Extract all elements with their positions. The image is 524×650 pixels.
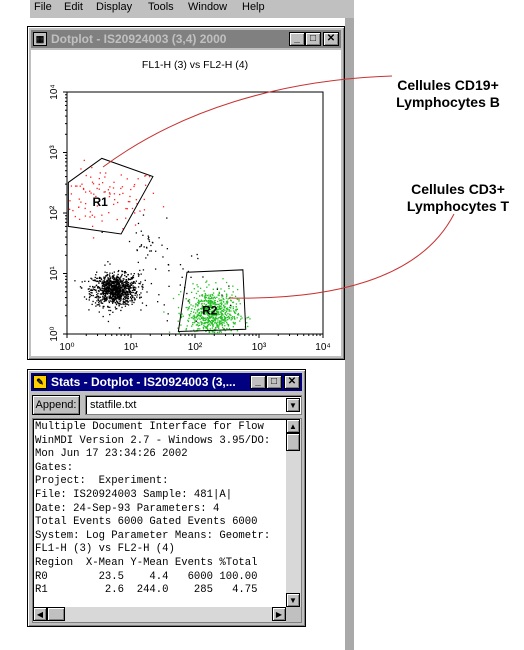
y-tick-label: 10³	[49, 145, 60, 160]
minimize-icon[interactable]: _	[289, 32, 305, 46]
stats-line: Total Events 6000 Gated Events 6000	[35, 516, 258, 529]
stats-line: System: Log Parameter Means: Geometr:	[35, 529, 271, 542]
stats-line: R0 23.5 4.4 6000 100.00	[35, 570, 258, 583]
x-tick-label: 10⁴	[315, 342, 331, 353]
pointer-line-b-cells	[103, 76, 392, 167]
close-icon[interactable]: ✕	[323, 32, 339, 46]
annotation-t-line1: Cellules CD3+	[411, 181, 505, 197]
annotation-b-line1: Cellules CD19+	[397, 77, 499, 93]
stats-maximize-icon[interactable]: □	[266, 375, 282, 389]
scroll-up-icon[interactable]: ▲	[286, 419, 300, 433]
stats-text-lines	[35, 421, 285, 598]
dotplot-app-icon[interactable]: ▦	[33, 32, 47, 46]
annotation-b-line2: Lymphocytes B	[396, 94, 500, 110]
pointer-line-t-cells	[229, 214, 454, 298]
stats-line: Multiple Document Interface for Flow	[35, 421, 264, 433]
statfile-value: statfile.txt	[90, 399, 137, 411]
chart-title: FL1-H (3) vs FL2-H (4)	[141, 59, 249, 71]
stats-window	[27, 369, 306, 627]
menu-window[interactable]: Window	[188, 1, 228, 13]
chevron-down-icon[interactable]: ▼	[286, 398, 300, 412]
x-tick-label: 10⁰	[59, 342, 75, 353]
scroll-right-icon[interactable]: ▶	[272, 607, 286, 621]
menu-file[interactable]: File	[34, 1, 52, 13]
x-tick-label: 10³	[251, 342, 267, 353]
stats-title: Stats - Dotplot - IS20924003 (3,...	[51, 375, 236, 389]
scroll-down-icon[interactable]: ▼	[286, 593, 300, 607]
x-tick-label: 10¹	[123, 342, 139, 353]
gate-label: R1	[92, 195, 108, 210]
vertical-scrollbar[interactable]	[286, 419, 301, 607]
menu-display[interactable]: Display	[96, 1, 133, 13]
stats-line: Mon Jun 17 23:34:26 2002	[35, 448, 188, 461]
scroll-thumb-vertical[interactable]	[286, 433, 300, 451]
menu-tools[interactable]: Tools	[148, 1, 174, 13]
stats-line: Project: Experiment:	[35, 475, 169, 488]
scroll-left-icon[interactable]: ◀	[33, 607, 47, 621]
menu-edit[interactable]: Edit	[64, 1, 83, 13]
stats-close-icon[interactable]: ✕	[284, 375, 300, 389]
stats-text-area[interactable]	[32, 418, 302, 623]
stats-line: WinMDI Version 2.7 - Windows 3.95/DO:	[35, 434, 271, 447]
y-tick-label: 10⁴	[49, 84, 60, 100]
stats-line: File: IS20924003 Sample: 481|A|	[35, 488, 233, 501]
stats-line: Gates:	[35, 461, 74, 474]
x-tick-label: 10²	[187, 342, 203, 353]
stats-app-icon[interactable]: ✎	[33, 375, 47, 389]
horizontal-scrollbar[interactable]	[33, 607, 286, 622]
append-button[interactable]: Append:	[32, 395, 80, 415]
annotation-t-line2: Lymphocytes T	[406, 198, 510, 214]
menu-help[interactable]: Help	[242, 1, 265, 13]
stats-minimize-icon[interactable]: _	[250, 375, 266, 389]
stats-line: R1 2.6 244.0 285 4.75	[35, 584, 258, 597]
scroll-thumb-horizontal[interactable]	[47, 607, 65, 621]
y-tick-label: 10⁰	[49, 326, 60, 342]
maximize-icon[interactable]: □	[305, 32, 321, 46]
stats-line: Region X-Mean Y-Mean Events %Total	[35, 556, 258, 569]
stats-titlebar[interactable]	[31, 373, 302, 391]
size-grip[interactable]	[286, 607, 301, 622]
stats-line: FL1-H (3) vs FL2-H (4)	[35, 543, 175, 556]
y-tick-label: 10²	[49, 205, 60, 221]
gate-label: R2	[202, 303, 218, 318]
stats-line: Date: 24-Sep-93 Parameters: 4	[35, 502, 220, 515]
dotplot-title: Dotplot - IS20924003 (3,4) 2000	[51, 32, 227, 46]
statfile-combo[interactable]	[85, 395, 302, 415]
y-tick-label: 10¹	[49, 266, 60, 281]
